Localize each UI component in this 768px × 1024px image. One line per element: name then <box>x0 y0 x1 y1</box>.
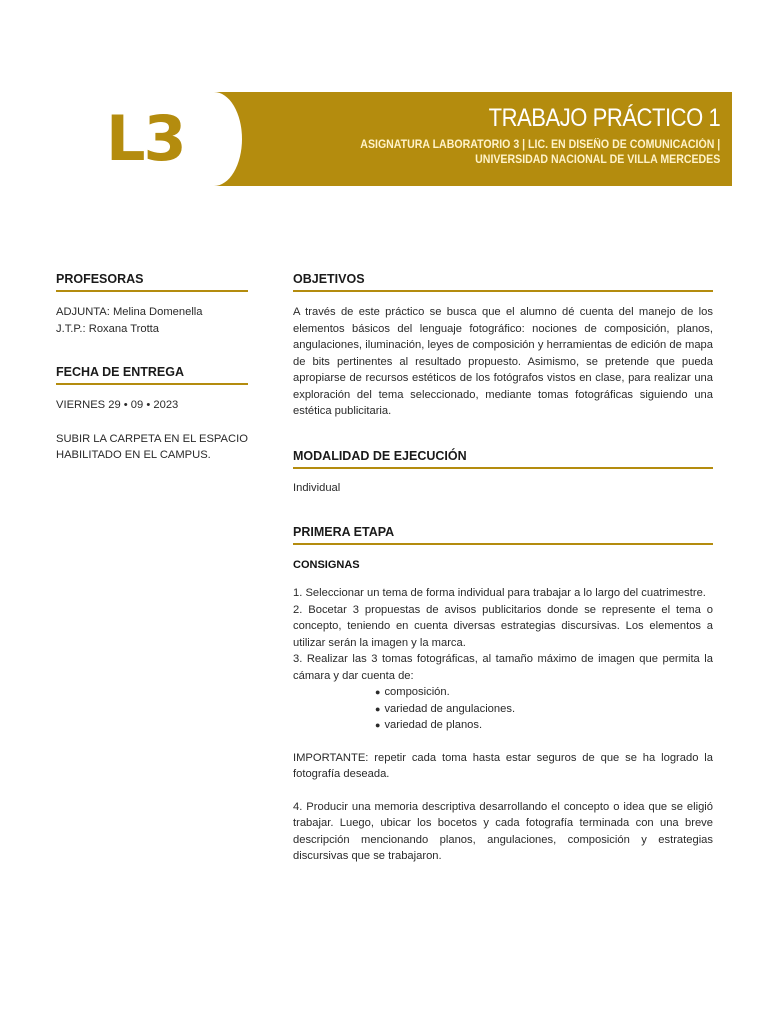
subtitle-line-1: ASIGNATURA LABORATORIO 3 | LIC. EN DISEÑO DE COMUNICACIÓN | <box>360 139 720 151</box>
bullet-text: variedad de angulaciones. <box>384 702 516 715</box>
modalidad-text: Individual <box>293 481 341 494</box>
objetivos-text: A través de este práctico se busca que el alumno dé cuenta del manejo de los elementos básicos del lenguaje fotográfico: nociones de composición, planos, angulaciones, iluminación, leyes de composición y herramientas de edición de mapa de bits pertinentes al resultado propuesto. Asimismo, se pretende que pueda apropiarse de recursos estéticos de los fotógrafos vistos en clase, para realizar una exploración del tema seleccionado, mediante tomas fotográficas siguiendo una estética publicitaria. <box>293 306 713 417</box>
page-title: TRABAJO PRÁCTICO 1 <box>488 104 720 132</box>
profesoras-heading: PROFESORAS <box>56 272 248 292</box>
etapa-heading: PRIMERA ETAPA <box>293 525 713 545</box>
consigna-3-bullets <box>293 684 713 734</box>
bullet-item <box>375 717 713 734</box>
fecha-heading: FECHA DE ENTREGA <box>56 365 248 385</box>
logo-l3: L3 <box>106 102 185 175</box>
consigna-3: 3. Realizar las 3 tomas fotográficas, al tamaño máximo de imagen que permita la cámara y dar cuenta de: <box>293 653 713 682</box>
bullet-text: variedad de planos. <box>384 719 483 731</box>
consigna-2: 2. Bocetar 3 propuestas de avisos publicitarios donde se represente el tema o concepto, teniendo en cuenta diversas estrategias discursivas. Los elementos a utilizar serán la imagen y la marca. <box>293 603 713 649</box>
profesoras-list <box>56 304 248 337</box>
profesora-adjunta: ADJUNTA: Melina Domenella <box>56 306 203 318</box>
entrega-line-2: HABILITADO EN EL CAMPUS. <box>56 449 211 461</box>
importante-note: IMPORTANTE: repetir cada toma hasta estar seguros de que se ha logrado la fotografía deseada. <box>293 751 713 780</box>
consignas-heading: CONSIGNAS <box>293 559 360 571</box>
fecha-entrega: VIERNES 29 • 09 • 2023 <box>56 399 179 411</box>
page-subtitle <box>360 138 720 168</box>
consigna-4: 4. Producir una memoria descriptiva desarrollando el concepto o idea que se eligió trabajar. Luego, ubicar los bocetos y cada fotografía terminada con una breve descripción mencionando planos, angulaciones, composición y estrategias discursivas que se trabajaron. <box>293 800 713 862</box>
bullet-text: composición. <box>384 686 450 698</box>
subtitle-line-2: UNIVERSIDAD NACIONAL DE VILLA MERCEDES <box>474 154 720 166</box>
entrega-instrucciones <box>56 431 248 464</box>
main-content <box>293 272 713 865</box>
bullet-item <box>375 701 713 718</box>
bullet-dot-icon: ● <box>375 687 381 697</box>
bullet-item <box>375 684 713 701</box>
bullet-dot-icon: ● <box>375 720 381 730</box>
modalidad-heading: MODALIDAD DE EJECUCIÓN <box>293 449 713 469</box>
banner-notch <box>186 92 242 186</box>
profesora-jtp: J.T.P.: Roxana Trotta <box>56 322 160 335</box>
objetivos-heading: OBJETIVOS <box>293 272 713 292</box>
bullet-dot-icon: ● <box>375 703 381 714</box>
consigna-1: 1. Seleccionar un tema de forma individual para trabajar a lo largo del cuatrimestre. <box>293 587 706 599</box>
sidebar <box>56 272 248 464</box>
entrega-line-1: SUBIR LA CARPETA EN EL ESPACIO <box>56 432 248 445</box>
